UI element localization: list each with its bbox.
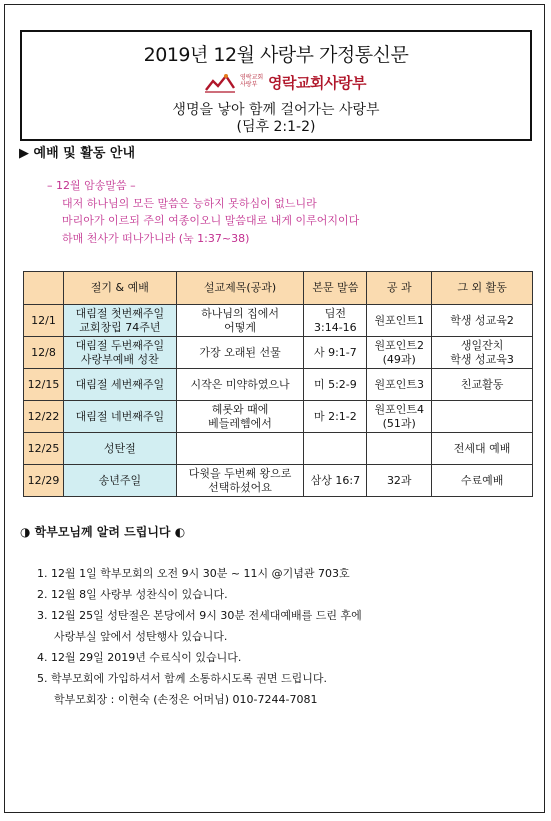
schedule-header-cell: 절기 & 예배 <box>63 272 176 305</box>
event-line: 대림절 두번째주일 <box>75 338 165 352</box>
list-item: 2. 12월 8일 사랑부 성찬식이 있습니다. <box>37 588 228 601</box>
newsletter-header <box>20 30 532 141</box>
schedule-header-cell: 그 외 활동 <box>432 272 533 305</box>
lesson-line: 원포인트3 <box>374 377 424 391</box>
list-item: 4. 12월 29일 2019년 수료식이 있습니다. <box>37 651 242 664</box>
memory-verse <box>47 177 359 247</box>
scripture-cell <box>304 401 367 433</box>
schedule-table <box>23 271 533 497</box>
sermon-cell <box>176 337 304 369</box>
event-line: 대림절 네번째주일 <box>75 409 165 423</box>
worship-section-title <box>19 142 135 161</box>
scripture-line: 딤전 <box>324 306 346 320</box>
scripture-cell <box>304 337 367 369</box>
date-cell: 12/29 <box>24 465 64 497</box>
table-row <box>24 337 533 369</box>
sermon-line: 헤롯와 때에 <box>211 402 269 416</box>
activity-line: 생일잔치 <box>460 338 504 352</box>
sermon-cell <box>176 465 304 497</box>
sermon-cell <box>176 369 304 401</box>
event-cell <box>63 337 176 369</box>
church-logo <box>192 70 407 96</box>
schedule-header-cell: 설교제목(공과) <box>176 272 304 305</box>
lesson-line: (51과) <box>382 416 416 430</box>
lesson-cell <box>367 305 432 337</box>
newsletter-subtitle: 생명을 낳아 함께 걸어가는 사랑부 <box>172 102 380 118</box>
lesson-line: 원포인트1 <box>374 313 424 327</box>
scripture-cell <box>304 369 367 401</box>
sermon-line: 다윗을 두번째 왕으로 <box>188 466 292 480</box>
schedule-header-cell: 공 과 <box>367 272 432 305</box>
scripture-cell <box>304 305 367 337</box>
lesson-line: 32과 <box>386 473 412 487</box>
list-item: 1. 12월 1일 학부모회의 오전 9시 30분 ~ 11시 @기념관 703호 <box>37 567 350 580</box>
activity-cell <box>432 369 533 401</box>
lesson-cell <box>367 465 432 497</box>
sermon-line: 어떻게 <box>224 320 256 334</box>
sermon-cell <box>176 305 304 337</box>
activity-line: 수료예배 <box>460 473 504 487</box>
sermon-line: 가장 오래된 선물 <box>199 345 281 359</box>
lesson-cell <box>367 401 432 433</box>
event-line: 대림절 첫번째주일 <box>75 306 165 320</box>
sermon-line: 하나님의 집에서 <box>201 306 279 320</box>
newsletter-reference: (딤후 2:1-2) <box>236 119 316 135</box>
event-cell <box>63 465 176 497</box>
activity-line: 학생 성교육3 <box>450 352 514 366</box>
triangle-bullet-icon: ▶ <box>19 146 29 161</box>
church-logo-small-text: 영락교회 사랑부 <box>240 74 264 88</box>
sermon-line: 시작은 미약하였으나 <box>190 377 290 391</box>
scripture-cell <box>304 465 367 497</box>
memory-verse-line: 마리아가 이르되 주의 여종이오니 말씀대로 내게 이루어지이다 <box>62 214 360 227</box>
event-line: 교회창립 74주년 <box>79 320 161 334</box>
lesson-cell <box>367 433 432 465</box>
list-item: 3. 12월 25일 성탄절은 본당에서 9시 30분 전세대예배를 드린 후에 <box>37 609 362 622</box>
list-item: 학부모회장 : 이현숙 (손정은 어머님) 010-7244-7081 <box>54 693 318 706</box>
activity-line: 학생 성교육2 <box>450 313 514 327</box>
event-cell <box>63 369 176 401</box>
scripture-line: 삼상 16:7 <box>310 473 361 487</box>
table-row <box>24 465 533 497</box>
sermon-line: 선택하셨어요 <box>208 480 272 494</box>
schedule-header-row <box>24 272 533 305</box>
date-cell: 12/8 <box>24 337 64 369</box>
sermon-cell <box>176 433 304 465</box>
memory-verse-label: – 12월 암송말씀 – <box>47 179 136 192</box>
event-cell <box>63 433 176 465</box>
date-cell: 12/15 <box>24 369 64 401</box>
date-cell: 12/1 <box>24 305 64 337</box>
scripture-line: 마 2:1-2 <box>313 409 357 423</box>
parent-notice-list <box>37 563 362 710</box>
sermon-cell <box>176 401 304 433</box>
event-cell <box>63 401 176 433</box>
table-row <box>24 305 533 337</box>
event-line: 대림절 세번째주일 <box>75 377 165 391</box>
activity-line: 친교활동 <box>460 377 504 391</box>
worship-section-label: 예배 및 활동 안내 <box>33 146 136 161</box>
date-cell: 12/25 <box>24 433 64 465</box>
church-logo-mark-icon <box>204 72 236 94</box>
scripture-line: 미 5:2-9 <box>313 377 357 391</box>
lesson-line: (49과) <box>382 352 416 366</box>
list-item: 5. 학부모회에 가입하셔서 함께 소통하시도록 권면 드립니다. <box>37 672 327 685</box>
activity-cell <box>432 465 533 497</box>
lesson-cell <box>367 369 432 401</box>
scripture-line: 사 9:1-7 <box>313 345 357 359</box>
lesson-line: 원포인트2 <box>374 338 424 352</box>
lesson-cell <box>367 337 432 369</box>
activity-cell <box>432 433 533 465</box>
church-logo-name: 영락교회사랑부 <box>268 74 366 92</box>
activity-cell <box>432 337 533 369</box>
table-row <box>24 369 533 401</box>
sermon-line: 베들레헴에서 <box>208 416 272 430</box>
table-row <box>24 401 533 433</box>
memory-verse-line: 하매 천사가 떠나가니라 (눅 1:37~38) <box>62 231 250 245</box>
memory-verse-line: 대저 하나님의 모든 말씀은 능하지 못하심이 없느니라 <box>62 196 317 210</box>
activity-line: 전세대 예배 <box>453 441 511 455</box>
activity-cell <box>432 401 533 433</box>
scripture-line: 3:14-16 <box>314 320 357 334</box>
newsletter-page <box>4 4 545 813</box>
table-row <box>24 433 533 465</box>
event-line: 성탄절 <box>103 441 136 455</box>
parent-notice-title: ◑ 학부모님께 알려 드립니다 ◐ <box>20 525 186 539</box>
lesson-line: 원포인트4 <box>374 402 424 416</box>
date-cell: 12/22 <box>24 401 64 433</box>
schedule-header-cell <box>24 272 64 305</box>
list-item: 사랑부실 앞에서 성탄행사 있습니다. <box>54 630 228 643</box>
schedule-header-cell: 본문 말씀 <box>304 272 367 305</box>
event-line: 송년주일 <box>98 473 142 487</box>
scripture-cell <box>304 433 367 465</box>
event-line: 사랑부예배 성찬 <box>80 352 159 366</box>
activity-cell <box>432 305 533 337</box>
event-cell <box>63 305 176 337</box>
newsletter-title: 2019년 12월 사랑부 가정통신문 <box>143 44 409 66</box>
